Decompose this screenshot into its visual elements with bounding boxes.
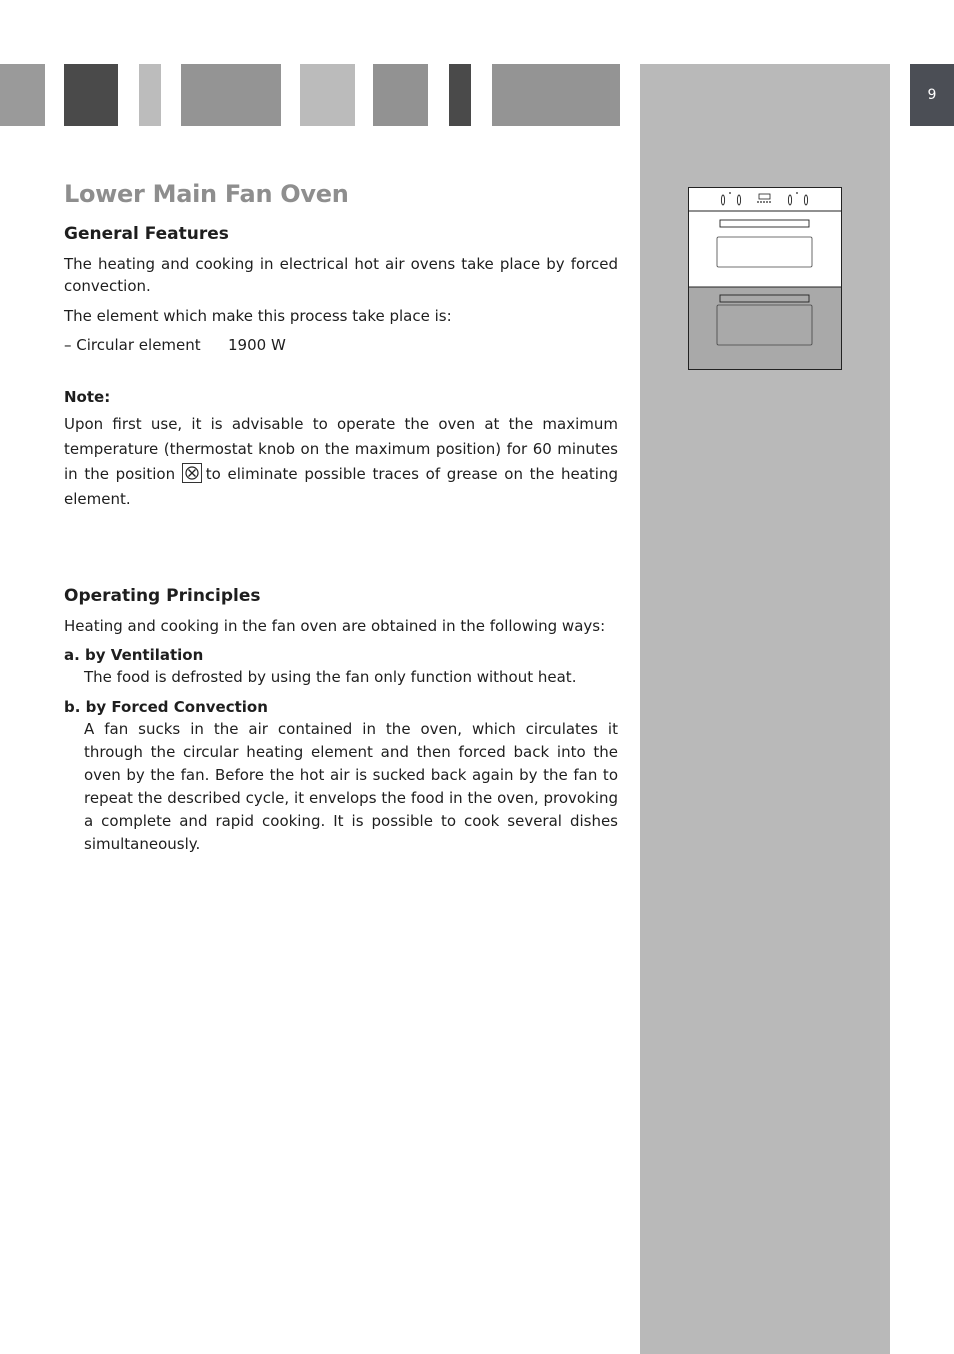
element-power: 1900 W (228, 336, 286, 354)
header-bar-5 (300, 64, 355, 126)
item-ventilation-title: a. by Ventilation (64, 646, 204, 664)
header-bar-6 (373, 64, 428, 126)
main-content (64, 178, 618, 856)
double-oven-diagram (688, 187, 842, 370)
operating-principles-heading: Operating Principles (64, 586, 261, 606)
header-bar-1 (0, 64, 45, 126)
operating-principles-intro: Heating and cooking in the fan oven are obtained in the following ways: (64, 617, 606, 635)
note-text-before: Upon first use, it is advisable to operate the oven at the maximum temperature (thermostat knob on the maximum position) for 60 minutes in the position (64, 415, 618, 483)
note-label: Note: (64, 388, 111, 406)
page-number: 9 (910, 64, 954, 126)
header-bar-2 (64, 64, 118, 126)
item-forced-convection-text: A fan sucks in the air contained in the oven, which circulates it through the circular heating element and then forced back into the oven by the fan. Before the hot air is sucked back again by the fan to repeat the described cycle, it envelops the food in the oven, provoking a complete and rapid cooking. It is possible to cook several dishes simultaneously. (84, 720, 618, 853)
fan-function-icon (182, 463, 202, 483)
header-bar-3 (139, 64, 161, 126)
header-bar-7 (449, 64, 471, 126)
general-features-intro: The heating and cooking in electrical hot air ovens take place by forced convection. (64, 255, 618, 295)
note-text (64, 412, 618, 512)
note-text-after: to eliminate possible traces of grease on the heating element. (64, 465, 618, 508)
element-spec (64, 334, 618, 356)
header-bar-8 (492, 64, 620, 126)
page-title: Lower Main Fan Oven (64, 180, 349, 208)
general-features-heading: General Features (64, 224, 229, 244)
header-bar-4 (181, 64, 281, 126)
element-name: – Circular element (64, 336, 201, 354)
item-forced-convection-title: b. by Forced Convection (64, 698, 268, 716)
element-line: The element which make this process take place is: (64, 307, 452, 325)
item-ventilation-text: The food is defrosted by using the fan only function without heat. (84, 668, 577, 686)
